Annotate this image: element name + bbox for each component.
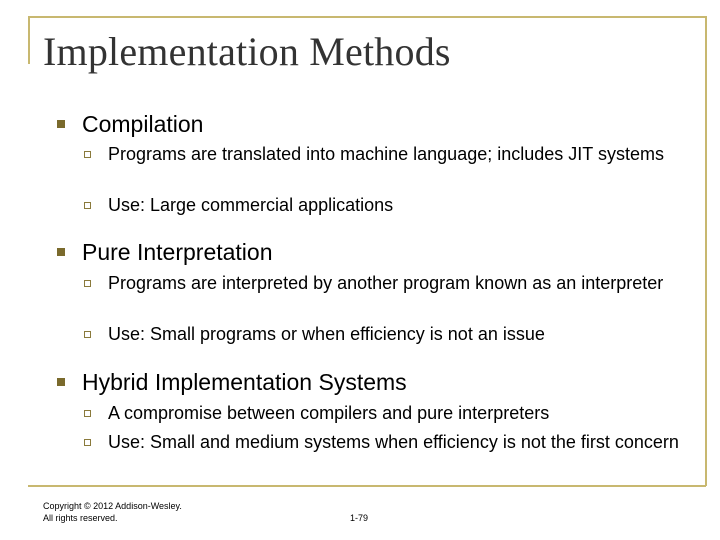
rights-text: All rights reserved. [43, 513, 118, 523]
section-label: Pure Interpretation [82, 239, 273, 265]
sub-item-text: Use: Large commercial applications [108, 195, 394, 215]
page-number: 1-79 [350, 513, 369, 523]
sub-item-text: Use: Small programs or when efficiency is not an issue [108, 324, 545, 344]
square-bullet-icon [57, 120, 65, 128]
hollow-square-bullet-icon [84, 439, 91, 446]
frame-left-line [28, 16, 30, 64]
slide-title: Implementation Methods [43, 29, 451, 74]
section-label: Hybrid Implementation Systems [82, 369, 407, 395]
sub-item-text: Use: Small and medium systems when efficiency is not the first concern [108, 432, 679, 452]
frame-top-line [28, 16, 706, 18]
sub-item-text: A compromise between compilers and pure interpreters [108, 403, 550, 423]
sub-item-text: Programs are translated into machine language; includes JIT systems [108, 144, 664, 164]
section-label: Compilation [82, 111, 204, 137]
hollow-square-bullet-icon [84, 280, 91, 287]
square-bullet-icon [57, 378, 65, 386]
hollow-square-bullet-icon [84, 202, 91, 209]
copyright-text: Copyright © 2012 Addison-Wesley. [43, 501, 182, 511]
hollow-square-bullet-icon [84, 151, 91, 158]
square-bullet-icon [57, 248, 65, 256]
hollow-square-bullet-icon [84, 331, 91, 338]
sub-item-text: Programs are interpreted by another program known as an interpreter [108, 273, 664, 293]
frame-bottom-line [28, 485, 706, 487]
footer-copyright [43, 500, 182, 524]
hollow-square-bullet-icon [84, 410, 91, 417]
frame-right-line [705, 16, 707, 486]
